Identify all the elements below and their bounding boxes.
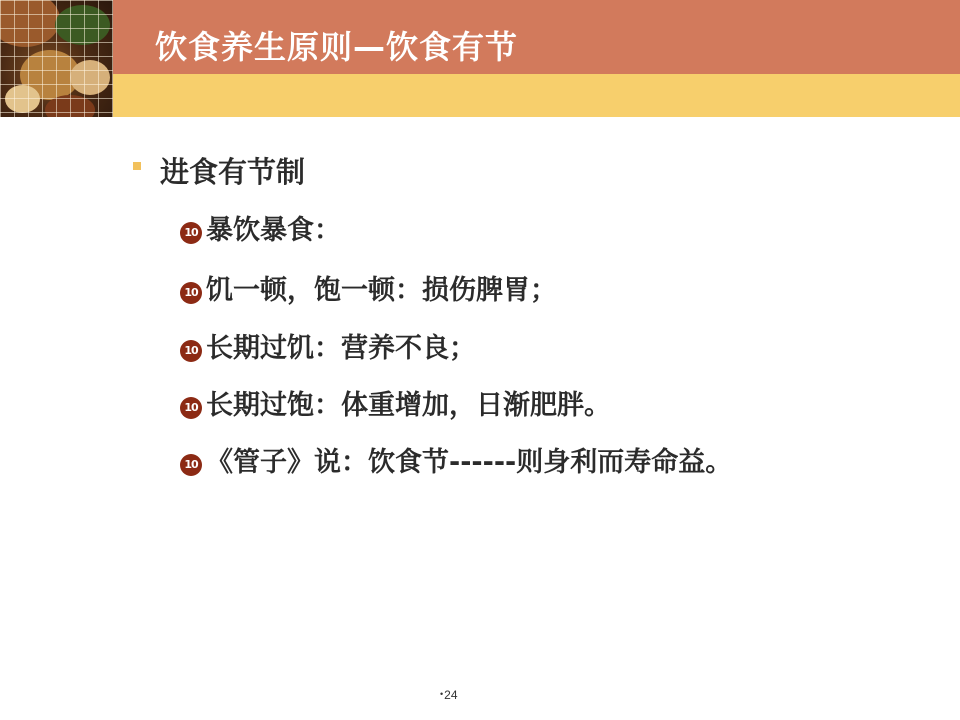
number-ten-bullet-icon: 10: [180, 454, 202, 476]
accent-bar: [113, 74, 960, 117]
main-point-text: 进食有节制: [160, 155, 306, 189]
list-item: [180, 268, 557, 307]
list-item-text: 《管子》说：饮食节------则身利而寿命益。: [206, 447, 733, 478]
list-item-text: 长期过饥：营养不良；: [206, 333, 476, 364]
list-item-text: 饥一顿，饱一顿：损伤脾胃；: [206, 275, 557, 306]
square-bullet-icon: [133, 162, 141, 170]
list-item-text: 暴饮暴食：: [206, 215, 341, 246]
list-item: [180, 208, 341, 247]
dot-icon: •: [440, 689, 444, 699]
list-item: [180, 440, 732, 479]
number-ten-bullet-icon: 10: [180, 282, 202, 304]
number-ten-bullet-icon: 10: [180, 397, 202, 419]
page-number: [440, 688, 458, 702]
list-item-text: 长期过饱：体重增加，日渐肥胖。: [206, 390, 611, 421]
food-photo: [0, 0, 113, 117]
page-number-text: 24: [444, 688, 458, 702]
list-item: [180, 383, 611, 422]
number-ten-bullet-icon: 10: [180, 222, 202, 244]
slide-title: 饮食养生原则—饮食有节: [155, 28, 519, 66]
number-ten-bullet-icon: 10: [180, 340, 202, 362]
list-item: [180, 326, 476, 365]
